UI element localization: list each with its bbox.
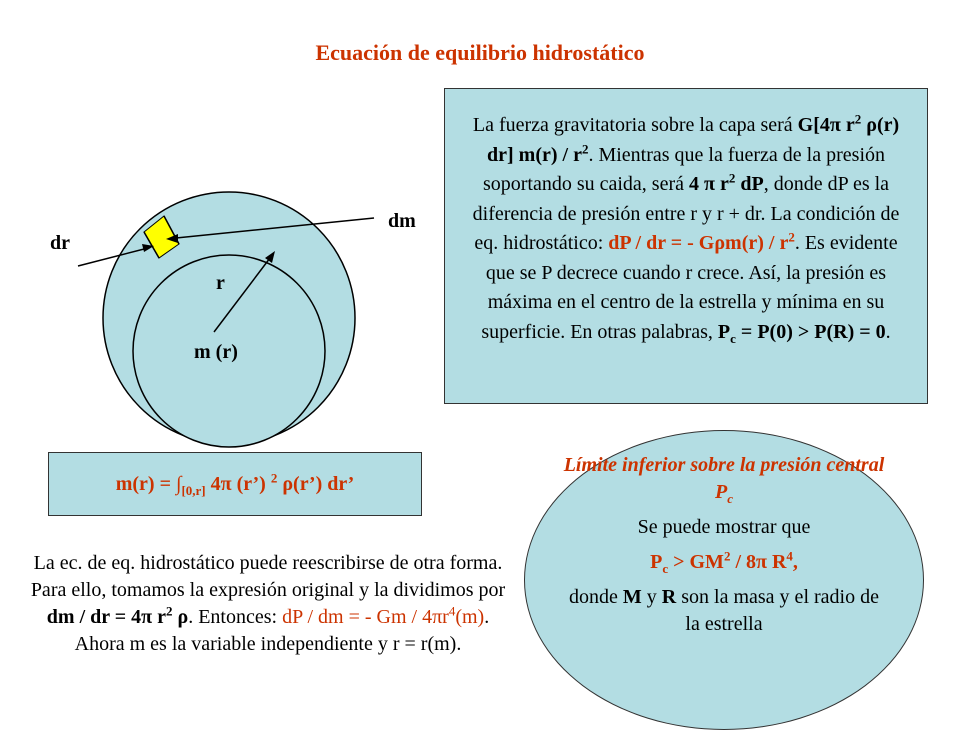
lower-limit-explanation: donde M y R son la masa y el radio de la estrella: [569, 586, 879, 635]
info-text-4: . Es evidente que se P decrece cuando r crece. Así, la presión es máxima en el centro de la estrella y mínima en su superficie. En otras palabras,: [481, 232, 898, 343]
info-text-1: La fuerza gravitatoria sobre la capa será: [472, 114, 793, 136]
lower-limit-text: [560, 452, 888, 638]
central-pressure-relation: $P_c = P(0) > P(R) = 0$: [717, 320, 886, 346]
lower-limit-equation: $P_c > GM^2 / 8\pi$ $R^4$,: [650, 548, 798, 576]
dp-dm-equation: dP / dm = - Gm / $4\pi r^4(m)$: [282, 603, 485, 628]
label-dr: dr: [50, 232, 70, 254]
rewrite-paragraph: La ec. de eq. hidrostático puede reescribirse de otra forma. Para ello, tomamos la expresión original y la dividimos por dm / dr = 4π $r^2$ ρ. Entonces: dP / dm = - Gm / $4\pi r^4(m)$. Ahora m es la variable independiente y r = r(m).: [30, 552, 506, 655]
label-mr: m (r): [194, 341, 238, 363]
page-title: Ecuación de equilibrio hidrostático: [315, 40, 645, 65]
lower-limit-intro: Se puede mostrar que: [637, 516, 811, 538]
mass-formula-box: [48, 452, 422, 516]
info-box: [444, 88, 928, 404]
info-text-2: . Mientras que la fuerza de la presión soportando su caida, será: [482, 143, 885, 195]
info-text-5: .: [885, 320, 891, 343]
hydrostatic-equation: dP / dr = - $G\rho m(r) / r^2$: [608, 229, 795, 254]
label-dm: dm: [388, 210, 416, 232]
info-text-3: , donde dP es la diferencia de presión entre r y r + dr. La condición de eq. hidrostático:: [472, 173, 900, 254]
mass-formula: $m(r) = \int_{[0,r]}$ 4π (r’) $^2$ ρ(r’) dr’: [115, 469, 355, 498]
label-r: r: [216, 272, 225, 294]
lower-limit-heading: Límite inferior sobre la presión central $P_c$: [563, 454, 885, 506]
pressure-force-formula: 4 π $r^2$ dP: [689, 170, 764, 195]
dm-dr-formula: dm / dr = 4π $r^2$ ρ: [46, 603, 189, 628]
gravity-force-formula: G[4π $r^2$ ρ(r) dr] $m(r) / r^2$: [487, 111, 900, 166]
